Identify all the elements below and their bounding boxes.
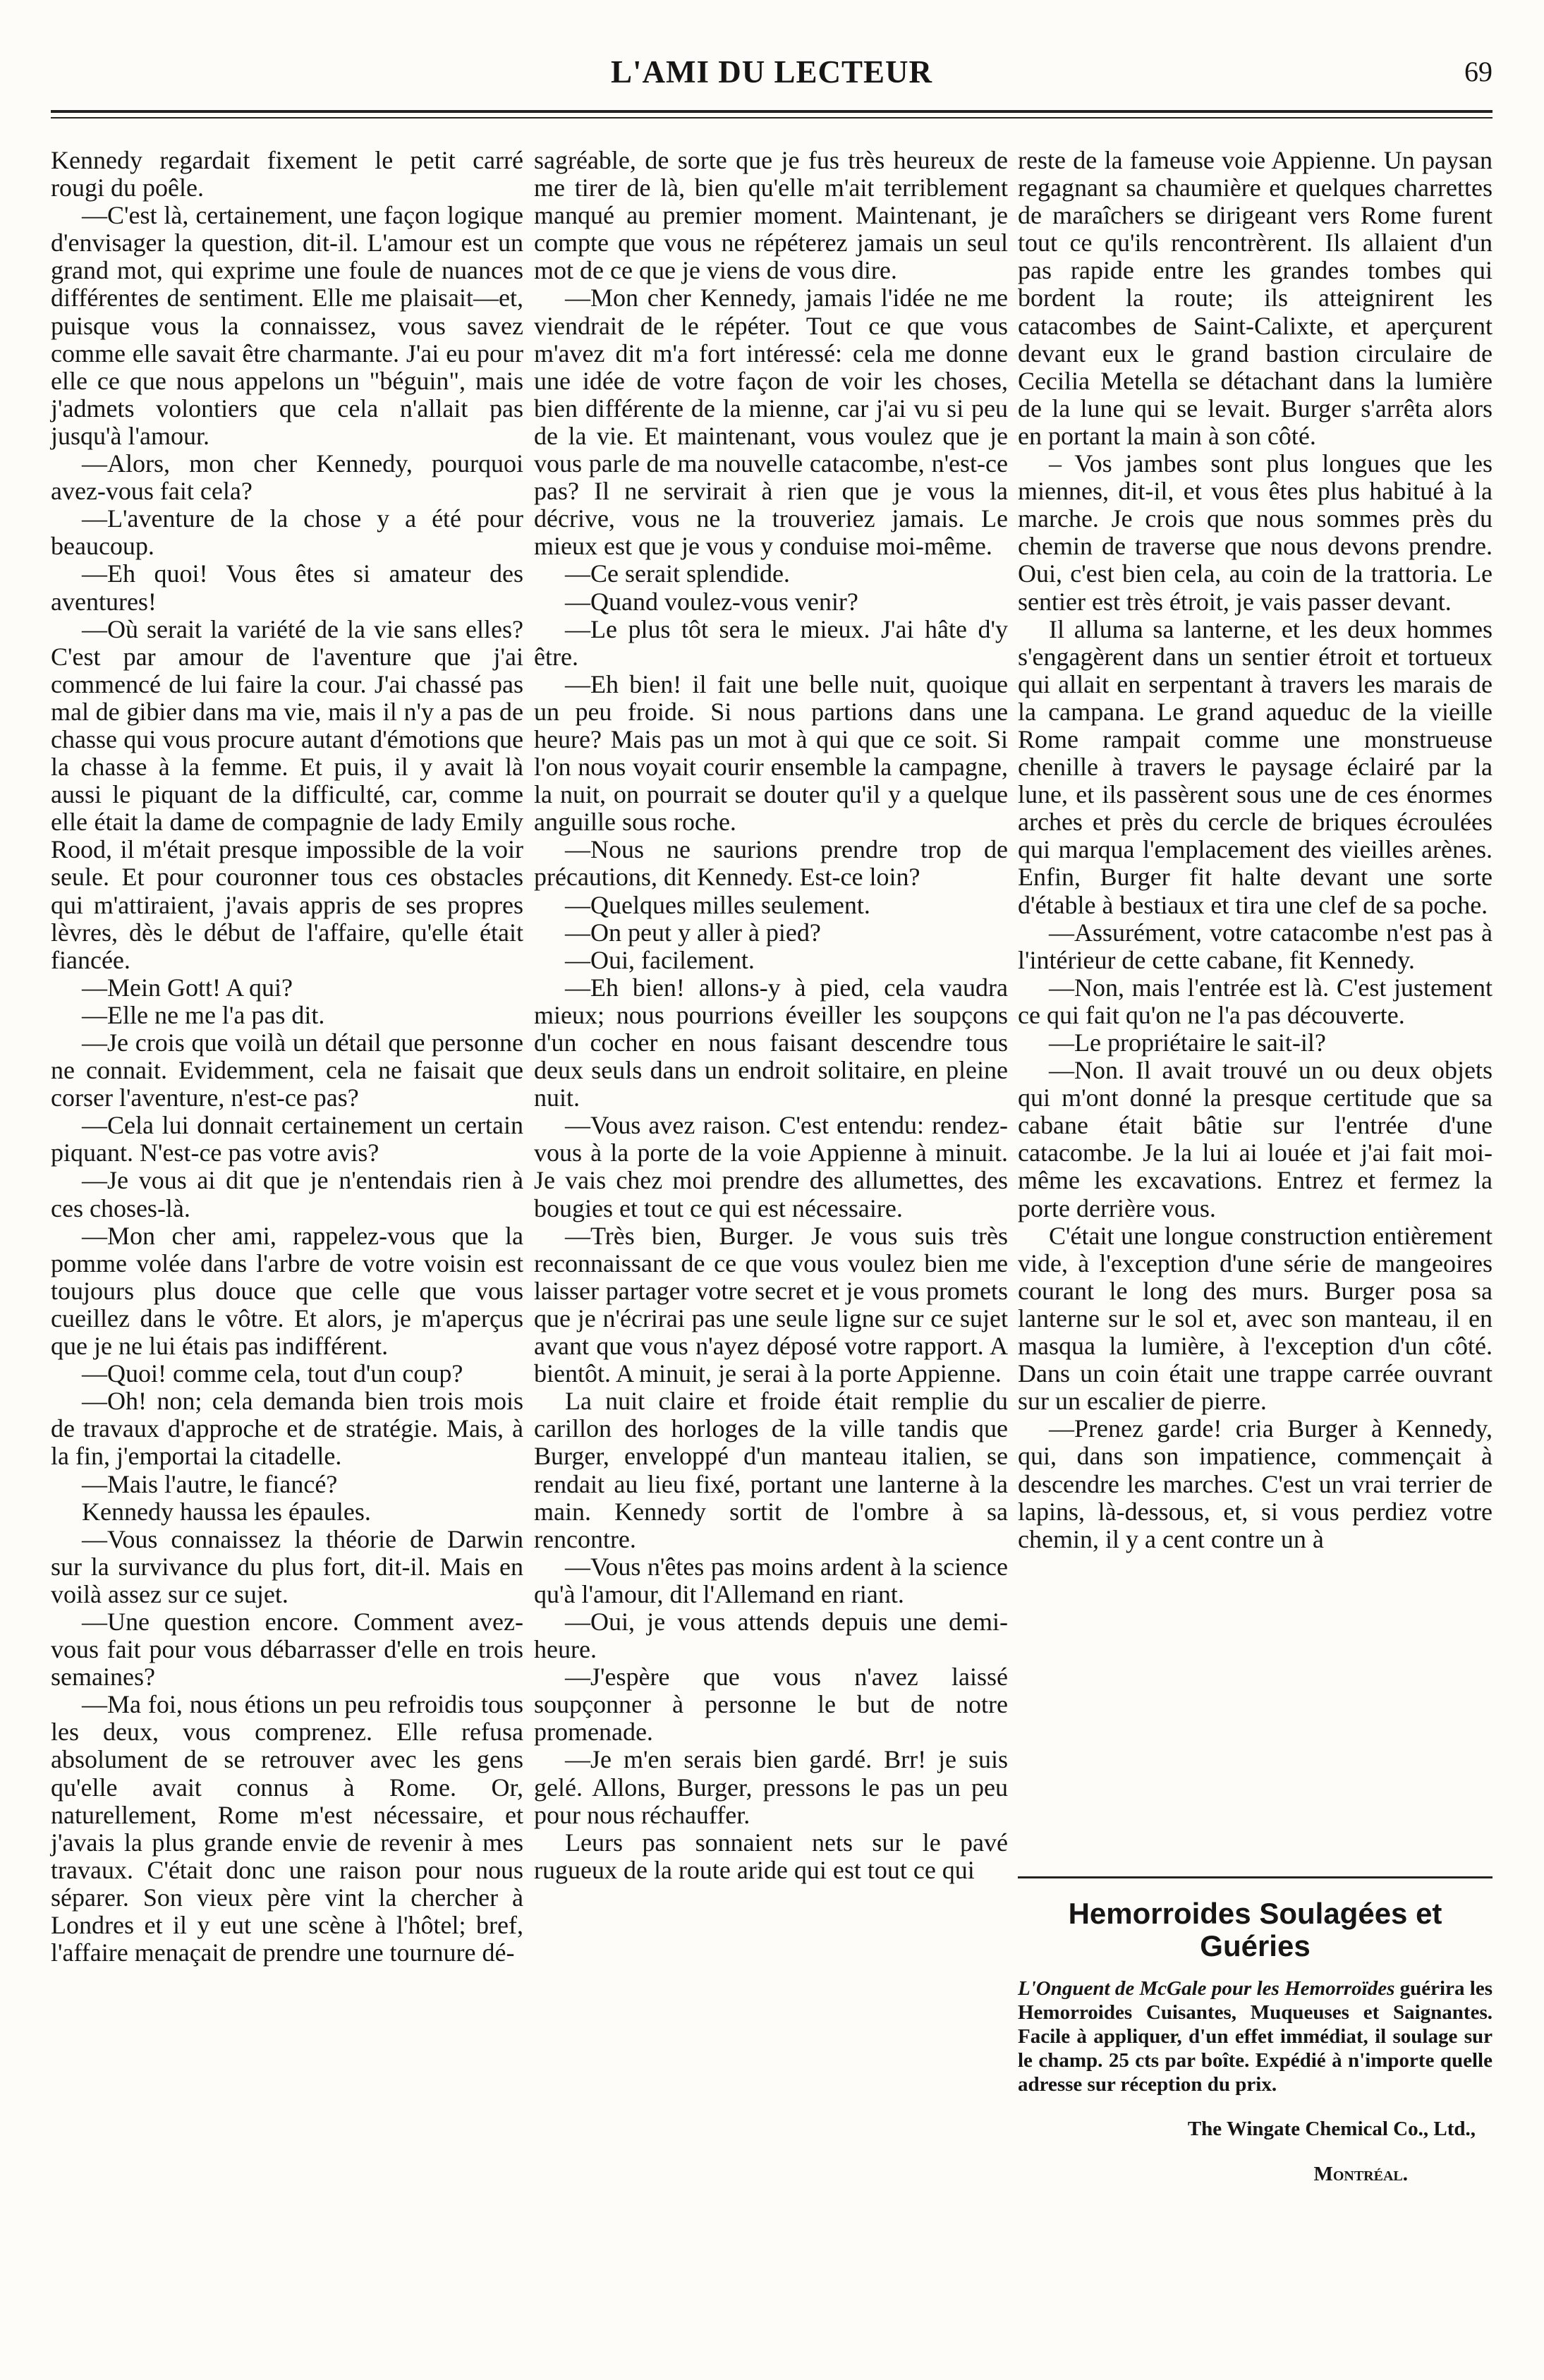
advertisement-rule [1018, 1876, 1493, 1878]
paragraph: —On peut y aller à pied? [565, 918, 821, 947]
paragraph: —Quand voulez-vous venir? [565, 587, 858, 616]
paragraph: Leurs pas sonnaient nets sur le pavé rugueux de la route aride qui est tout ce qui [534, 1828, 1008, 1884]
paragraph: —Je crois que voilà un détail que personne ne connait. Evidemment, cela ne faisait que corser l'aventure, n'est-ce pas? [51, 1028, 523, 1112]
paragraph: —Eh bien! allons-y à pied, cela vaudra mieux; nous pourrions éveiller les soupçons d'un cocher en nous faisant descendre tous deux seuls dans un endroit solitaire, en pleine nuit. [534, 973, 1008, 1112]
column-2 [534, 147, 1008, 1884]
paragraph: —Quelques milles seulement. [565, 890, 870, 919]
paragraph: —Mein Gott! A qui? [82, 973, 293, 1002]
paragraph: Kennedy haussa les épaules. [82, 1497, 371, 1526]
paragraph: —Une question encore. Comment avez-vous fait pour vous débarrasser d'elle en trois semaines? [51, 1607, 523, 1692]
paragraph: —Je vous ai dit que je n'entendais rien à ces choses-là. [51, 1166, 523, 1222]
paragraph: —Oui, je vous attends depuis une demi-heure. [534, 1607, 1008, 1664]
advertisement-body [1018, 1977, 1493, 2096]
paragraph: —Je m'en serais bien gardé. Brr! je suis gelé. Allons, Burger, pressons le pas un peu pour nous réchauffer. [534, 1745, 1008, 1829]
column-1 [51, 147, 523, 1967]
paragraph: C'était une longue construction entièrement vide, à l'exception d'une série de mangeoires courant le long des murs. Burger posa sa lanterne sur le sol et, avec son manteau, il en masqua la lumière, à l'exception d'un côté. Dans un coin était une trappe carrée ouvrant sur un escalier de pierre. [1018, 1221, 1493, 1416]
paragraph: —Où serait la variété de la vie sans elles? C'est par amour de l'aventure que j'ai commencé de lui faire la cour. J'ai chassé pas mal de gibier dans ma vie, mais il n'y a pas de chasse qui vous procure autant d'émotions que la chasse à la femme. Et puis, il y avait là aussi le piquant de la difficulté, car, comme elle était la dame de compagnie de lady Emily Rood, il m'était presque impossible de la voir seule. Et pour couronner tous ces obstacles qui m'attiraient, j'avais appris de ses propres lèvres, dès le début de l'affaire, qu'elle était fiancée. [51, 614, 523, 974]
paragraph: —Oh! non; cela demanda bien trois mois de travaux d'approche et de stratégie. Mais, à la fin, j'emportai la citadelle. [51, 1387, 523, 1471]
paragraph: —Non, mais l'entrée est là. C'est justement ce qui fait qu'on ne l'a pas découverte. [1018, 973, 1493, 1029]
advertisement-city: Montréal. [1313, 2163, 1408, 2185]
paragraph: —Prenez garde! cria Burger à Kennedy, qui, dans son impatience, commençait à descendre les marches. C'est un vrai terrier de lapins, là-dessous, et, si vous perdiez votre chemin, il y a cent contre un à [1018, 1414, 1493, 1553]
paragraph: —Ce serait splendide. [565, 559, 790, 588]
paragraph: La nuit claire et froide était remplie du carillon des horloges de la ville tandis que Burger, enveloppé d'un manteau italien, se rendait au lieu fixé, portant une lanterne à la main. Kennedy sortit de l'ombre à sa rencontre. [534, 1387, 1008, 1553]
paragraph: —Le propriétaire le sait-il? [1049, 1028, 1326, 1057]
paragraph: —Vous avez raison. C'est entendu: rendez-vous à la porte de la voie Appienne à minuit. Je vais chez moi prendre des allumettes, des bougies et tout ce qui est nécessaire. [534, 1111, 1008, 1222]
paragraph: —Quoi! comme cela, tout d'un coup? [82, 1359, 463, 1388]
page-header [51, 54, 1493, 96]
paragraph: —Eh bien! il fait une belle nuit, quoique un peu froide. Si nous partions dans une heure? Mais pas un mot à qui que ce soit. Si l'on nous voyait courir ensemble la campagne, la nuit, on pourrait se douter qu'il y a quelque anguille sous roche. [534, 669, 1008, 837]
paragraph: —Très bien, Burger. Je vous suis très reconnaissant de ce que vous voulez bien me laisser partager votre secret et je vous promets que je n'écrirai pas une seule ligne sur ce sujet avant que vous n'ayez déposé votre rapport. A bientôt. A minuit, je serai à la porte Appienne. [534, 1221, 1008, 1388]
paragraph: Il alluma sa lanterne, et les deux hommes s'engagèrent dans un sentier étroit et tortueux qui allait en serpentant à travers les marais de la campana. Le grand aqueduc de la vieille Rome rampait comme une monstrueuse chenille à travers le paysage éclairé par la lune, et ils passèrent sous une de ces énormes arches et près du cercle de briques écroulées qui marqua l'emplacement des vieilles arènes. Enfin, Burger fit halte devant une sorte d'étable à bestiaux et tira une clef de sa poche. [1018, 614, 1493, 919]
paragraph: —Le plus tôt sera le mieux. J'ai hâte d'y être. [534, 614, 1008, 671]
paragraph: —Mon cher Kennedy, jamais l'idée ne me viendrait de le répéter. Tout ce que vous m'avez dit m'a fort intéressé: cela me donne une idée de votre façon de voir les choses, bien différente de la mienne, car j'ai vu si peu de la vie. Et maintenant, vous voulez que je vous parle de ma nouvelle catacombe, n'est-ce pas? Il ne servirait à rien que je vous la décrive, vous ne la trouveriez jamais. Le mieux est que je vous y conduise moi-même. [534, 284, 1008, 561]
paragraph: —Elle ne me l'a pas dit. [82, 1000, 325, 1029]
advertisement-lead: L'Onguent de McGale pour les Hemorroïdes [1018, 1977, 1395, 2000]
paragraph: —L'aventure de la chose y a été pour beaucoup. [51, 504, 523, 561]
paragraph: – Vos jambes sont plus longues que les miennes, dit-il, et vous êtes plus habitué à la marche. Je crois que nous sommes près du chemin de traverse que nous devons prendre. Oui, c'est bien cela, au coin de la trattoria. Le sentier est très étroit, je vais passer devant. [1018, 449, 1493, 616]
advertisement-company: The Wingate Chemical Co., Ltd., [1187, 2118, 1476, 2140]
advertisement-text: guérira les Hemorroides Cuisantes, Muqueuses et Saignantes. Facile à appliquer, d'un effet immédiat, il soulage sur le champ. 25 cts par boîte. Expédié à n'importe quelle adresse sur réception du prix. [1018, 1977, 1493, 2096]
advertisement-heading: Hemorroides Soulagées et Guéries [1068, 1897, 1442, 1962]
paragraph: —Cela lui donnait certainement un certain piquant. N'est-ce pas votre avis? [51, 1111, 523, 1167]
publication-title: L'AMI DU LECTEUR [610, 54, 933, 90]
header-rule-thin [51, 117, 1493, 119]
paragraph: —Nous ne saurions prendre trop de précautions, dit Kennedy. Est-ce loin? [534, 835, 1008, 892]
paragraph: —Mon cher ami, rappelez-vous que la pomme volée dans l'arbre de votre voisin est toujours plus douce que celle que vous cueillez dans le vôtre. Et alors, je m'aperçus que je ne lui étais pas indifférent. [51, 1221, 523, 1361]
paragraph: —Alors, mon cher Kennedy, pourquoi avez-vous fait cela? [51, 449, 523, 506]
paragraph: —Vous connaissez la théorie de Darwin sur la survivance du plus fort, dit-il. Mais en voilà assez sur ce sujet. [51, 1524, 523, 1608]
paragraph: Kennedy regardait fixement le petit carré rougi du poêle. [51, 146, 523, 202]
paragraph: —Eh quoi! Vous êtes si amateur des aventures! [51, 559, 523, 616]
paragraph: reste de la fameuse voie Appienne. Un paysan regagnant sa chaumière et quelques charrettes de maraîchers se dirigeant vers Rome furent tout ce qu'ils rencontrèrent. Ils allaient d'un pas rapide entre les grandes tombes qui bordent la route; ils atteignirent les catacombes de Saint-Calixte, et aperçurent devant eux le grand bastion circulaire de Cecilia Metella se détachant dans la lumière de la lune qui se levait. Burger s'arrêta alors en portant la main à son côté. [1018, 146, 1493, 450]
paragraph: —Ma foi, nous étions un peu refroidis tous les deux, vous comprenez. Elle refusa absolument de se retrouver avec les gens qu'elle avait connus à Rome. Or, naturellement, Rome m'est nécessaire, et j'avais la plus grande envie de revenir à mes travaux. C'était donc une raison pour nous séparer. Son vieux père vint la chercher à Londres et il y eut une scène à l'hôtel; bref, l'affaire menaçait de prendre une tournure dé- [51, 1690, 523, 1967]
paragraph: —J'espère que vous n'avez laissé soupçonner à personne le but de notre promenade. [534, 1663, 1008, 1747]
header-rule-thick [51, 110, 1493, 113]
column-3 [1018, 147, 1493, 1553]
paragraph: —Vous n'êtes pas moins ardent à la science qu'à l'amour, dit l'Allemand en riant. [534, 1552, 1008, 1608]
paragraph: —Oui, facilement. [565, 945, 755, 974]
paragraph: —Mais l'autre, le fiancé? [82, 1469, 338, 1498]
advertisement [1018, 1898, 1493, 2187]
page-number: 69 [1464, 56, 1493, 87]
paragraph: sagréable, de sorte que je fus très heureux de me tirer de là, bien qu'elle m'ait terriblement manqué au premier moment. Maintenant, je compte que vous ne répéterez jamais un seul mot de ce que je viens de vous dire. [534, 146, 1008, 285]
paragraph: —Assurément, votre catacombe n'est pas à l'intérieur de cette cabane, fit Kennedy. [1018, 918, 1493, 974]
paragraph: —Non. Il avait trouvé un ou deux objets qui m'ont donné la presque certitude que sa cabane était bâtie sur l'entrée d'une catacombe. Je la lui ai louée et j'ai fait moi-même les excavations. Entrez et fermez la porte derrière vous. [1018, 1056, 1493, 1222]
paragraph: —C'est là, certainement, une façon logique d'envisager la question, dit-il. L'amour est un grand mot, qui exprime une foule de nuances différentes de sentiment. Elle me plaisait—et, puisque vous la connaissez, vous savez comme elle savait être charmante. J'ai eu pour elle ce que nous appelons un "béguin", mais j'admets volontiers que cela n'allait pas jusqu'à l'amour. [51, 201, 523, 450]
